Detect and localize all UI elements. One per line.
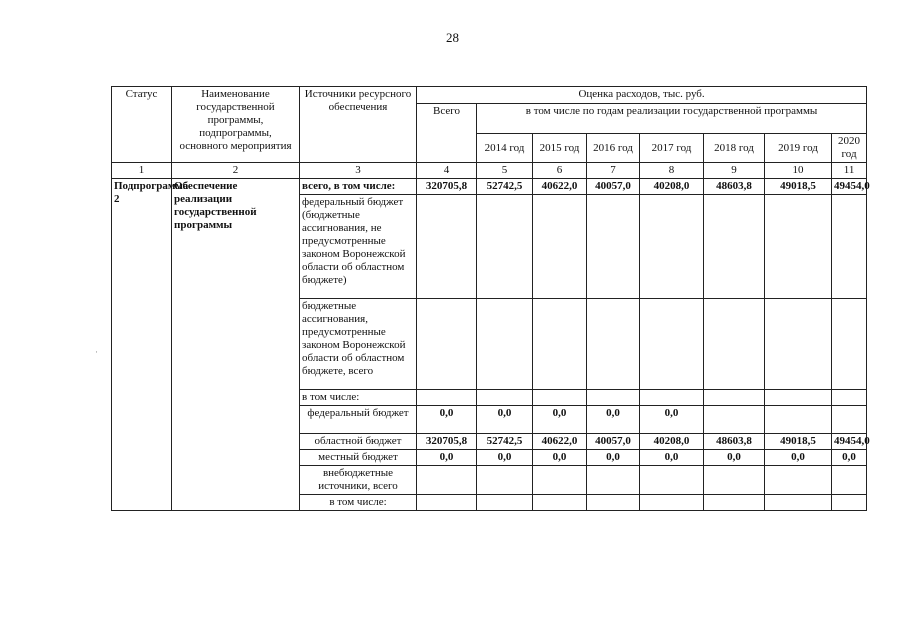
value-cell: 48603,8 [704, 179, 765, 195]
header-status: Статус [112, 87, 172, 163]
column-number: 8 [640, 163, 704, 179]
header-year: 2019 год [765, 134, 832, 163]
value-cell: 49454,0 [832, 434, 867, 450]
value-cell [477, 466, 533, 495]
column-number: 3 [300, 163, 417, 179]
value-cell [704, 390, 765, 406]
value-cell: 48603,8 [704, 434, 765, 450]
column-number: 9 [704, 163, 765, 179]
column-number: 11 [832, 163, 867, 179]
value-cell: 0,0 [832, 450, 867, 466]
value-cell [832, 195, 867, 299]
value-cell [704, 406, 765, 434]
value-cell [704, 299, 765, 390]
header-year: 2017 год [640, 134, 704, 163]
value-cell [832, 390, 867, 406]
column-number: 4 [417, 163, 477, 179]
value-cell [417, 299, 477, 390]
value-cell: 40057,0 [587, 434, 640, 450]
value-cell [587, 390, 640, 406]
value-cell [533, 466, 587, 495]
column-number: 6 [533, 163, 587, 179]
value-cell: 49454,0 [832, 179, 867, 195]
value-cell: 52742,5 [477, 179, 533, 195]
header-year: 2020 год [832, 134, 867, 163]
value-cell [832, 299, 867, 390]
value-cell [640, 390, 704, 406]
value-cell [417, 195, 477, 299]
value-cell [417, 495, 477, 511]
value-cell [765, 390, 832, 406]
header-by-years: в том числе по годам реализации государственной программы [477, 104, 867, 134]
value-cell [765, 406, 832, 434]
header-year: 2014 год [477, 134, 533, 163]
value-cell: 0,0 [417, 406, 477, 434]
value-cell [765, 466, 832, 495]
value-cell [587, 195, 640, 299]
value-cell: 320705,8 [417, 179, 477, 195]
column-number: 10 [765, 163, 832, 179]
value-cell: 40057,0 [587, 179, 640, 195]
value-cell: 0,0 [533, 450, 587, 466]
column-number: 5 [477, 163, 533, 179]
value-cell [533, 390, 587, 406]
value-cell: 0,0 [587, 406, 640, 434]
value-cell: 49018,5 [765, 179, 832, 195]
value-cell: 40622,0 [533, 434, 587, 450]
value-cell [587, 466, 640, 495]
value-cell: 0,0 [477, 450, 533, 466]
value-cell [704, 466, 765, 495]
subprogram-status: Подпрограмма 2 [112, 179, 172, 511]
column-number: 2 [172, 163, 300, 179]
source-label: федеральный бюджет (бюджетные ассигнования, не предусмотренные законом Воронежской области об областном бюджете) [300, 195, 417, 299]
source-label: бюджетные ассигнования, предусмотренные законом Воронежской области об областном бюджете, всего [300, 299, 417, 390]
subprogram-name: Обеспечение реализации государственной программы [172, 179, 300, 511]
value-cell: 0,0 [587, 450, 640, 466]
value-cell [765, 299, 832, 390]
header-year: 2018 год [704, 134, 765, 163]
value-cell: 40208,0 [640, 179, 704, 195]
value-cell [832, 466, 867, 495]
value-cell [640, 195, 704, 299]
header-year: 2016 год [587, 134, 640, 163]
value-cell: 40622,0 [533, 179, 587, 195]
header-estimate: Оценка расходов, тыс. руб. [417, 87, 867, 104]
value-cell: 49018,5 [765, 434, 832, 450]
value-cell [533, 299, 587, 390]
value-cell [765, 195, 832, 299]
value-cell [832, 495, 867, 511]
page-number: 28 [446, 30, 459, 45]
header-year: 2015 год [533, 134, 587, 163]
value-cell: 0,0 [765, 450, 832, 466]
source-label: местный бюджет [300, 450, 417, 466]
source-label: внебюджетные источники, всего [300, 466, 417, 495]
column-number: 1 [112, 163, 172, 179]
value-cell [417, 390, 477, 406]
value-cell [587, 299, 640, 390]
value-cell [477, 195, 533, 299]
value-cell [704, 495, 765, 511]
value-cell [417, 466, 477, 495]
value-cell: 320705,8 [417, 434, 477, 450]
scan-mark: · [95, 347, 98, 357]
value-cell [832, 406, 867, 434]
value-cell: 0,0 [704, 450, 765, 466]
value-cell: 0,0 [640, 450, 704, 466]
value-cell [587, 495, 640, 511]
value-cell [477, 390, 533, 406]
value-cell: 52742,5 [477, 434, 533, 450]
value-cell: 0,0 [417, 450, 477, 466]
value-cell: 0,0 [477, 406, 533, 434]
value-cell [765, 495, 832, 511]
column-number: 7 [587, 163, 640, 179]
value-cell [477, 495, 533, 511]
value-cell [640, 299, 704, 390]
value-cell [704, 195, 765, 299]
source-label: всего, в том числе: [300, 179, 417, 195]
value-cell [640, 495, 704, 511]
header-total: Всего [417, 104, 477, 163]
source-label: федеральный бюджет [300, 406, 417, 434]
value-cell: 0,0 [640, 406, 704, 434]
source-label: в том числе: [300, 495, 417, 511]
table-row [112, 179, 867, 195]
header-name: Наименование государственной программы, подпрограммы, основного мероприятия [172, 87, 300, 163]
budget-table [111, 86, 870, 511]
source-label: областной бюджет [300, 434, 417, 450]
value-cell: 40208,0 [640, 434, 704, 450]
value-cell [477, 299, 533, 390]
value-cell: 0,0 [533, 406, 587, 434]
value-cell [533, 495, 587, 511]
value-cell [533, 195, 587, 299]
header-sources: Источники ресурсного обеспечения [300, 87, 417, 163]
source-label: в том числе: [300, 390, 417, 406]
value-cell [640, 466, 704, 495]
